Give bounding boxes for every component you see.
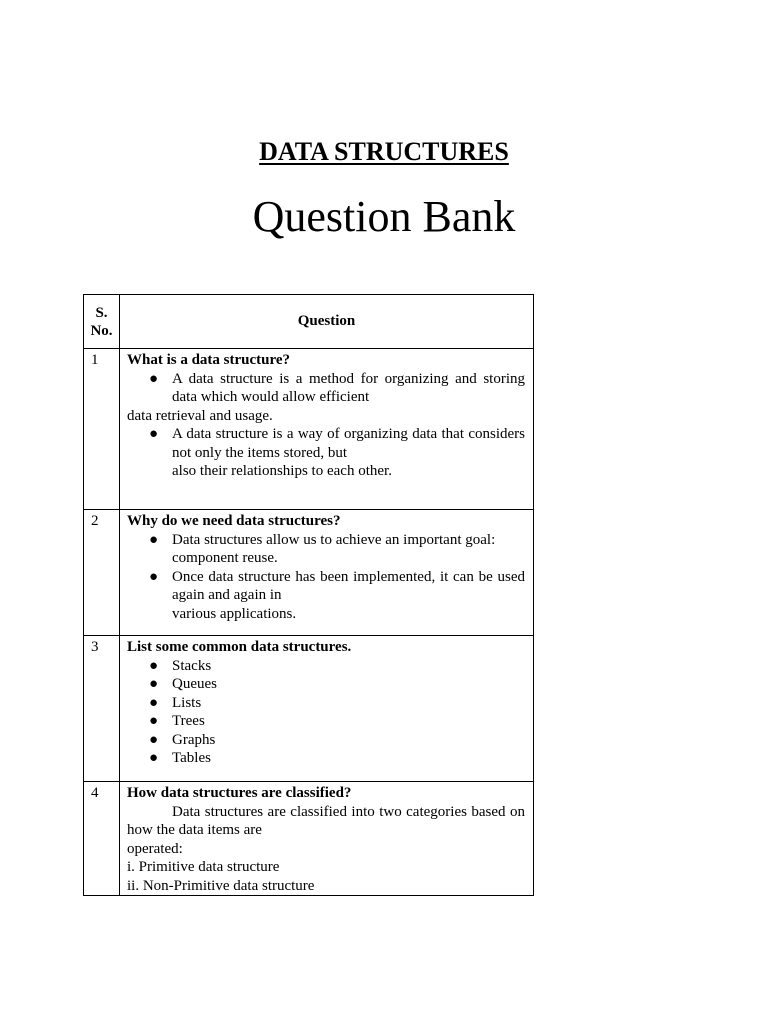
list-item-text: Queues bbox=[172, 676, 217, 692]
list-item bbox=[127, 712, 525, 731]
bullet-icon: ● bbox=[149, 713, 159, 729]
classification-line: i. Primitive data structure bbox=[127, 859, 280, 875]
answer-list bbox=[127, 657, 525, 768]
question-title: What is a data structure? bbox=[127, 352, 291, 368]
list-item-text: A data structure is a method for organizing and storing data which would allow efficient bbox=[172, 370, 525, 405]
list-item-text: Data structures allow us to achieve an important goal: component reuse. bbox=[172, 531, 496, 566]
continuation-text: operated: bbox=[127, 840, 183, 857]
list-item bbox=[127, 657, 525, 676]
list-item-text: Trees bbox=[172, 713, 205, 729]
list-item-text: Lists bbox=[172, 694, 202, 711]
bullet-icon: ● bbox=[149, 676, 159, 692]
list-item-text: Stacks bbox=[172, 657, 212, 674]
list-item bbox=[127, 531, 525, 568]
table-row bbox=[84, 349, 534, 510]
classification-line: ii. Non-Primitive data structure bbox=[127, 877, 315, 894]
document-title: DATA STRUCTURES bbox=[259, 137, 509, 166]
bullet-icon: ● bbox=[149, 750, 159, 766]
bullet-icon: ● bbox=[149, 731, 159, 748]
bullet-icon: ● bbox=[149, 370, 159, 387]
list-item bbox=[127, 568, 525, 605]
table-row bbox=[84, 510, 534, 636]
list-item bbox=[127, 370, 525, 407]
list-item bbox=[127, 749, 525, 768]
document-subtitle: Question Bank bbox=[252, 192, 516, 241]
list-item bbox=[127, 731, 525, 750]
question-column-header: Question bbox=[120, 295, 534, 349]
question-cell bbox=[120, 782, 534, 896]
question-title: How data structures are classified? bbox=[127, 785, 352, 801]
bullet-icon: ● bbox=[149, 568, 159, 585]
bullet-icon: ● bbox=[149, 657, 159, 674]
continuation-text: data retrieval and usage. bbox=[127, 407, 273, 424]
list-item-text: Tables bbox=[172, 750, 211, 766]
list-item-text: Once data structure has been implemented, it can be used again and again in bbox=[172, 568, 525, 603]
table-header-row bbox=[84, 295, 534, 349]
list-item bbox=[127, 694, 525, 713]
answer-list bbox=[127, 425, 525, 462]
table-row bbox=[84, 782, 534, 896]
row-number: 4 bbox=[84, 782, 120, 896]
answer-paragraph: Data structures are classified into two categories based on how the data items are bbox=[127, 803, 525, 838]
list-item bbox=[127, 425, 525, 462]
question-title: List some common data structures. bbox=[127, 639, 352, 655]
bullet-icon: ● bbox=[149, 531, 159, 548]
list-item-text: A data structure is a way of organizing data that considers not only the items stored, but bbox=[172, 426, 525, 461]
row-number: 3 bbox=[84, 636, 120, 782]
question-cell bbox=[120, 510, 534, 636]
list-item bbox=[127, 675, 525, 694]
bullet-icon: ● bbox=[149, 694, 159, 711]
continuation-text: also their relationships to each other. bbox=[172, 463, 392, 479]
question-title: Why do we need data structures? bbox=[127, 513, 341, 529]
question-cell bbox=[120, 636, 534, 782]
answer-list bbox=[127, 370, 525, 407]
answer-list bbox=[127, 531, 525, 605]
continuation-text: various applications. bbox=[172, 605, 297, 622]
table-row bbox=[84, 636, 534, 782]
sno-column-header: S. No. bbox=[84, 295, 120, 349]
list-item-text: Graphs bbox=[172, 731, 216, 748]
question-cell bbox=[120, 349, 534, 510]
row-number: 1 bbox=[84, 349, 120, 510]
row-number: 2 bbox=[84, 510, 120, 636]
question-table bbox=[83, 294, 534, 896]
bullet-icon: ● bbox=[149, 426, 159, 442]
